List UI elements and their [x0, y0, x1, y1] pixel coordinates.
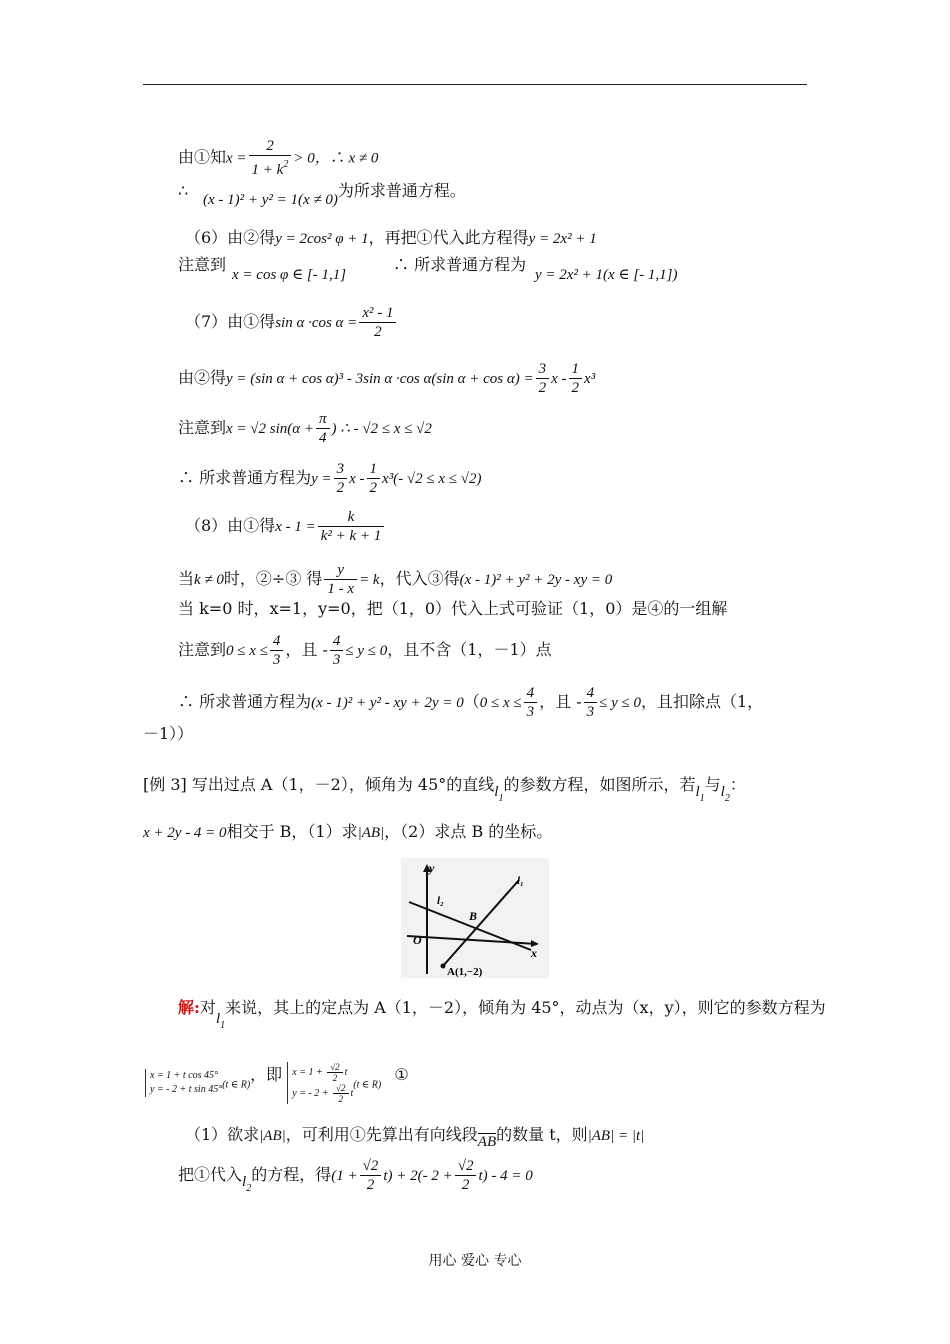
- label-origin: O: [413, 933, 422, 947]
- point-a: [441, 964, 446, 969]
- label-y: y: [429, 861, 435, 875]
- line-5: （7）由①得sin α ·cos α = $\frac{\text{x² - 1}}{2}$: [185, 304, 398, 341]
- parametric-systems: x = 1 + t cos 45° y = - 2 + t sin 45°(t ∈ R)，即 x = 1 + $\frac{√2}{2}$ t y = - 2 + $\frac{√2}{2}$ t(t ∈ R) ①: [145, 1062, 409, 1104]
- page-footer: 用心 爱心 专心: [428, 1253, 522, 1269]
- text: 由①知: [178, 147, 227, 167]
- solution-label: 解:: [178, 998, 200, 1017]
- part-2-line: 把①代入$l_2$的方程，得(1 + $\frac{√2}{2}$ t) + 2(- 2 + $\frac{√2}{2}$ t) - 4 = 0: [178, 1158, 533, 1194]
- part-1-line: （1）欲求|AB|，可利用①先算出有向线段AB的数量 t，则|AB| = |t|: [185, 1125, 645, 1150]
- label-b: B: [469, 909, 478, 923]
- example-3-line-2: x + 2y - 4 = 0相交于 B，（1）求|AB|，（2）求点 B 的坐标。: [143, 822, 553, 841]
- label-l2: l₂: [437, 895, 444, 907]
- label-l1: l₁: [517, 875, 524, 887]
- example-3-line: [例 3] 写出过点 A（1，－2），倾角为 45°的直线$l_1$的参数方程，如图所示，若$l_1$与$l_2$：: [143, 775, 746, 804]
- line-2: [178, 180, 188, 202]
- line-6: 由②得y = (sin α + cos α)³ - 3sin α ·cos α(sin α + cos α) = $\frac{3}{2}$ x - $\frac{1}{2}$ x³: [178, 361, 596, 396]
- line-4-math: x = cos φ ∈ [- 1,1]: [232, 267, 347, 283]
- line-14: －1））: [143, 724, 194, 743]
- label-x: x: [531, 946, 537, 960]
- solution-line: 解:对$l_1$来说，其上的定点为 A（1，－2），倾角为 45°，动点为（x，y），则它的参数方程为: [178, 998, 826, 1031]
- line-11: 当 k=0 时，x=1，y=0，把（1，0）代入上式可验证（1，0）是④的一组解: [178, 599, 728, 618]
- line-3: （6）由②得y = 2cos² φ + 1，再把①代入此方程得y = 2x² + 1: [185, 228, 597, 247]
- fraction: $\frac{2}{1 + k^2}$: [249, 137, 292, 179]
- line-9: （8）由①得x - 1 = $\frac{k}{\text{k² + k + 1}}$: [185, 508, 386, 545]
- line-2b: [203, 181, 466, 211]
- line-10: 当k ≠ 0时，②÷③ 得 $\frac{y}{1 - x}$ = k，代入③得(x - 1)² + y² + 2y - xy = 0: [178, 562, 613, 597]
- line-13: ∴ 所求普通方程为(x - 1)² + y² - xy + 2y = 0（0 ≤ x ≤ $\frac{4}{3}$ ，且 - $\frac{4}{3}$ ≤ y ≤ 0，且扣除点（1，: [178, 685, 764, 720]
- line-12: 注意到0 ≤ x ≤ $\frac{4}{3}$ ，且 - $\frac{4}{3}$ ≤ y ≤ 0，且不含（1，－1）点: [178, 633, 552, 668]
- header-rule: [143, 84, 807, 85]
- therefore: ∴: [178, 181, 189, 200]
- math: (x - 1)² + y² = 1(x ≠ 0): [203, 192, 338, 208]
- line-7: 注意到x = √2 sin(α + $\frac{\pi}{4}$ ) ∴ - √2 ≤ x ≤ √2: [178, 411, 432, 446]
- geometry-figure: [401, 858, 549, 978]
- label-a: A(1,−2): [447, 966, 483, 978]
- line-4: 注意到: [178, 255, 227, 274]
- line-8: ∴ 所求普通方程为y = $\frac{3}{2}$ x - $\frac{1}{2}$ x³(- √2 ≤ x ≤ √2): [178, 461, 482, 496]
- text: 为所求普通方程。: [337, 181, 466, 200]
- math: x =: [226, 150, 247, 167]
- line-4-math2: y = 2x² + 1(x ∈ [- 1,1]): [535, 267, 678, 283]
- line-1: [178, 137, 378, 179]
- line-4-text2: ∴ 所求普通方程为: [393, 255, 527, 274]
- system-1: x = 1 + t cos 45° y = - 2 + t sin 45°: [145, 1069, 222, 1097]
- system-2: x = 1 + $\frac{√2}{2}$ t y = - 2 + $\frac{√2}{2}$ t: [287, 1062, 353, 1104]
- math: > 0，∴ x ≠ 0: [293, 150, 379, 167]
